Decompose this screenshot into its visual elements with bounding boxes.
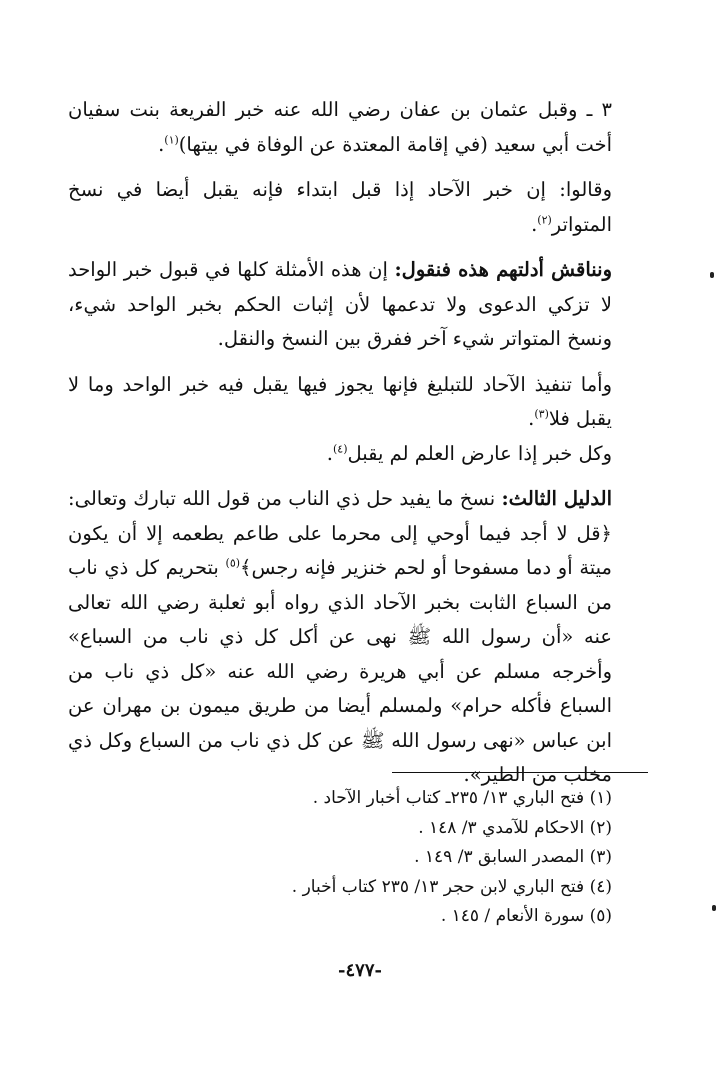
- paragraph-5-text: وكل خبر إذا عارض العلم لم يقبل: [347, 441, 612, 465]
- paragraph-3-text: إن هذه الأمثلة كلها في قبول خبر الواحد لا تزكي الدعوى ولا تدعمها لأن إثبات الحكم بخبر الواحد شيء، ونسخ المتواتر شيء آخر ففرق بين النسخ والنقل.: [68, 258, 612, 350]
- paragraph-3: [68, 253, 612, 357]
- paragraph-1-end: .: [158, 132, 165, 156]
- paragraph-6: [68, 482, 612, 793]
- footnote-ref-5[interactable]: (٥): [225, 556, 241, 570]
- footnote-ref-1[interactable]: (١): [164, 133, 179, 146]
- footnote-4: (٤) فتح الباري لابن حجر ١٣/ ٢٣٥ كتاب أخبار .: [291, 876, 612, 897]
- paragraph-6-end: بتحريم كل ذي ناب من السباع الثابت بخبر الآحاد الذي رواه أبو ثعلبة رضي الله تعالى عنه «أن رسول الله ﷺ نهى عن أكل كل ذي ناب من السباع» وأخرجه مسلم عن أبي هريرة رضي الله عنه «كل ذي ناب من السباع فأكله حرام» ولمسلم أيضا من طريق ميمون بن مهران عن ابن عباس «نهى رسول الله ﷺ عن كل ذي ناب من السباع وكل ذي مخلب من الطير».: [68, 556, 612, 786]
- footnote-1: (١) فتح الباري ١٣/ ٢٣٥ـ كتاب أخبار الآحاد .: [312, 788, 612, 808]
- paragraph-4-end: .: [528, 407, 535, 430]
- paragraph-6-text: نسخ ما يفيد حل ذي الناب من قول الله تبارك وتعالى: ﴿قل لا أجد فيما أوحي إلى محرما على طاعم يطعمه إلا أن يكون ميتة أو دما مسفوحا أو لحم خنزير فإنه رجس﴾: [68, 487, 612, 579]
- footnotes: [192, 784, 612, 932]
- scan-speck: [710, 272, 714, 278]
- footnote-ref-4[interactable]: (٤): [332, 442, 348, 455]
- footnote-ref-3[interactable]: (٣): [534, 407, 549, 421]
- paragraph-2-text: وقالوا: إن خبر الآحاد إذا قبل ابتداء فإنه يقبل أيضا في نسخ المتواتر: [68, 178, 612, 236]
- body-text: [68, 93, 612, 804]
- scan-speck: [712, 905, 716, 911]
- paragraph-1-text: ٣ ـ وقبل عثمان بن عفان رضي الله عنه خبر الفريعة بنت سفيان أخت أبي سعيد (في إقامة المعتدة عن الوفاة في بيتها): [68, 98, 612, 156]
- paragraph-3-lead: ونناقش أدلتهم هذه فنقول:: [394, 258, 613, 281]
- paragraph-1: [68, 93, 612, 162]
- footnote-5: (٥) سورة الأنعام / ١٤٥ .: [440, 906, 612, 926]
- paragraph-5: [68, 437, 612, 472]
- footnote-3: (٣) المصدر السابق ٣/ ١٤٩ .: [414, 847, 612, 867]
- paragraph-5-end: .: [326, 441, 333, 465]
- paragraph-4-text: وأما تنفيذ الآحاد للتبليغ فإنها يجوز فيها يقبل فيه خبر الواحد وما لا يقبل فلا: [68, 372, 612, 430]
- footnote-divider: [392, 772, 648, 773]
- page-number: -٤٧٧-: [338, 960, 382, 981]
- footnote-2: (٢) الاحكام للآمدي ٣/ ١٤٨ .: [418, 817, 612, 838]
- footnote-ref-2[interactable]: (٢): [537, 213, 552, 226]
- paragraph-6-lead: الدليل الثالث:: [501, 487, 613, 510]
- paragraph-4: [68, 368, 612, 437]
- paragraph-2: [68, 173, 612, 242]
- paragraph-2-end: .: [531, 212, 538, 236]
